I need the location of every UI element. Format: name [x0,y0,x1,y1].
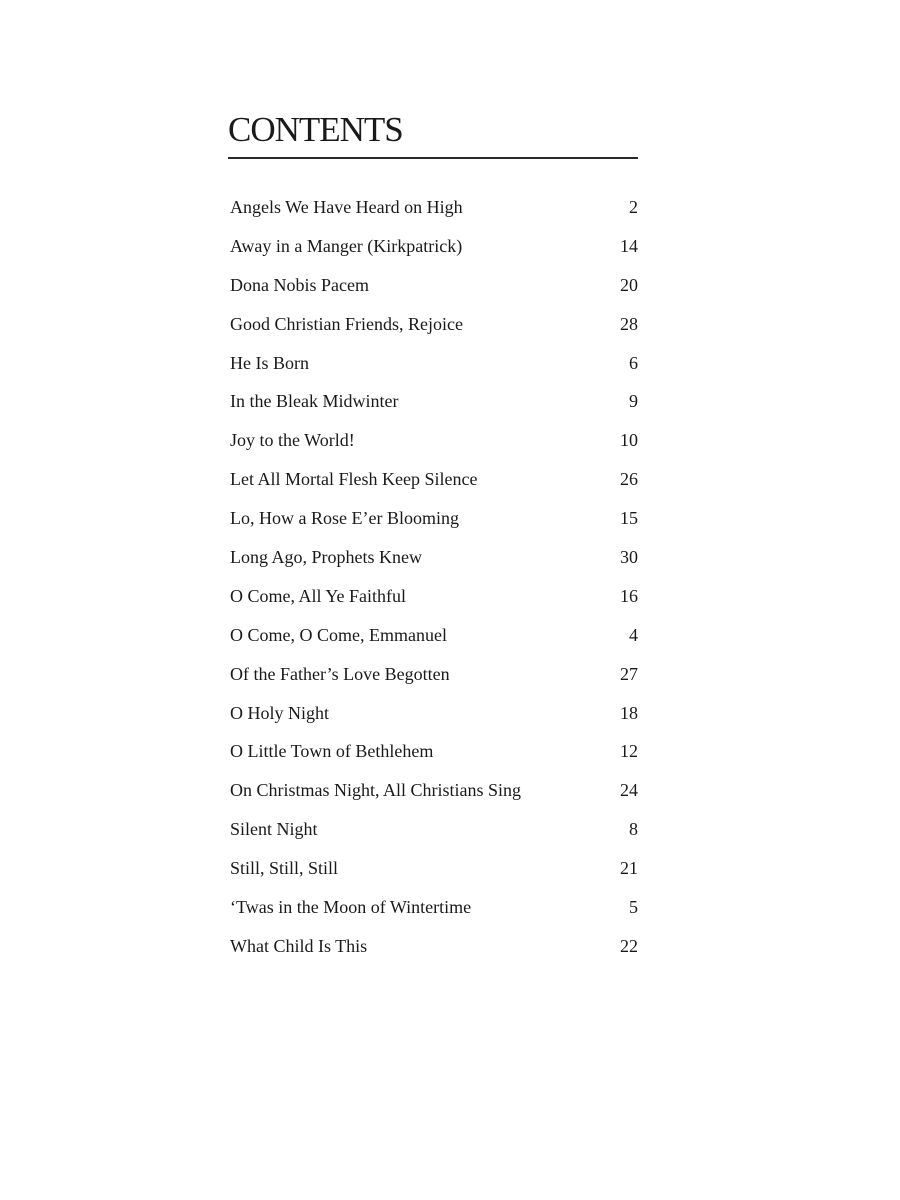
entry-page-number: 30 [620,547,638,568]
entry-page-number: 26 [620,469,638,490]
entry-page-number: 24 [620,780,638,801]
entry-title: Angels We Have Heard on High [230,197,463,217]
list-item [230,351,638,390]
entry-page-number: 28 [620,313,638,334]
entry-title: On Christmas Night, All Christians Sing [230,780,522,801]
entry-title: O Little Town of Bethlehem [230,741,434,762]
list-item [230,817,638,856]
list-item [230,467,638,506]
entry-page-number: 22 [620,935,638,956]
entry-page-number: 14 [620,235,638,256]
list-item [230,662,638,701]
entry-title: What Child Is This [230,935,368,956]
entry-title: He Is Born [230,352,309,373]
list-item [230,778,638,817]
list-item [230,739,638,778]
entry-page-number: 16 [620,585,638,606]
entry-title: Long Ago, Prophets Knew [230,547,422,568]
entry-title: Let All Mortal Flesh Keep Silence [230,469,478,490]
entry-page-number: 9 [629,391,638,412]
entry-title: O Come, O Come, Emmanuel [230,624,447,645]
list-item [230,312,638,351]
entry-page-number: 2 [629,197,638,217]
list-item [230,584,638,623]
list-item [230,428,638,467]
entry-page-number: 6 [629,352,638,373]
entry-title: Still, Still, Still [230,858,339,879]
entry-title: O Holy Night [230,702,329,723]
entry-page-number: 15 [620,508,638,529]
list-item [230,273,638,312]
list-item [230,506,638,545]
entry-title: Joy to the World! [230,430,355,451]
entry-title: Good Christian Friends, Rejoice [230,313,463,334]
entry-title: In the Bleak Midwinter [230,391,399,412]
list-item [230,934,638,973]
entry-title: Away in a Manger (Kirkpatrick) [230,235,463,256]
table-of-contents [228,108,638,956]
entry-page-number: 10 [620,430,638,451]
entry-page-number: 8 [629,819,638,840]
list-item [230,701,638,740]
entry-title: O Come, All Ye Faithful [230,585,407,606]
page-title: CONTENTS [228,110,403,149]
entry-title: ‘Twas in the Moon of Wintertime [230,897,472,918]
title-divider [228,157,638,159]
entry-title: Dona Nobis Pacem [230,274,369,295]
entry-page-number: 21 [620,858,638,879]
list-item [230,856,638,895]
entry-title: Lo, How a Rose E’er Blooming [230,508,459,529]
entry-page-number: 4 [629,624,638,645]
contents-list [230,195,638,973]
entry-title: Of the Father’s Love Begotten [230,663,450,684]
list-item [230,389,638,428]
entry-page-number: 12 [620,741,638,762]
entry-page-number: 18 [620,702,638,723]
entry-page-number: 27 [620,663,638,684]
list-item [230,195,638,234]
list-item [230,623,638,662]
entry-page-number: 20 [620,274,638,295]
list-item [230,545,638,584]
list-item [230,234,638,273]
list-item [230,895,638,934]
entry-title: Silent Night [230,819,318,840]
entry-page-number: 5 [629,897,638,918]
